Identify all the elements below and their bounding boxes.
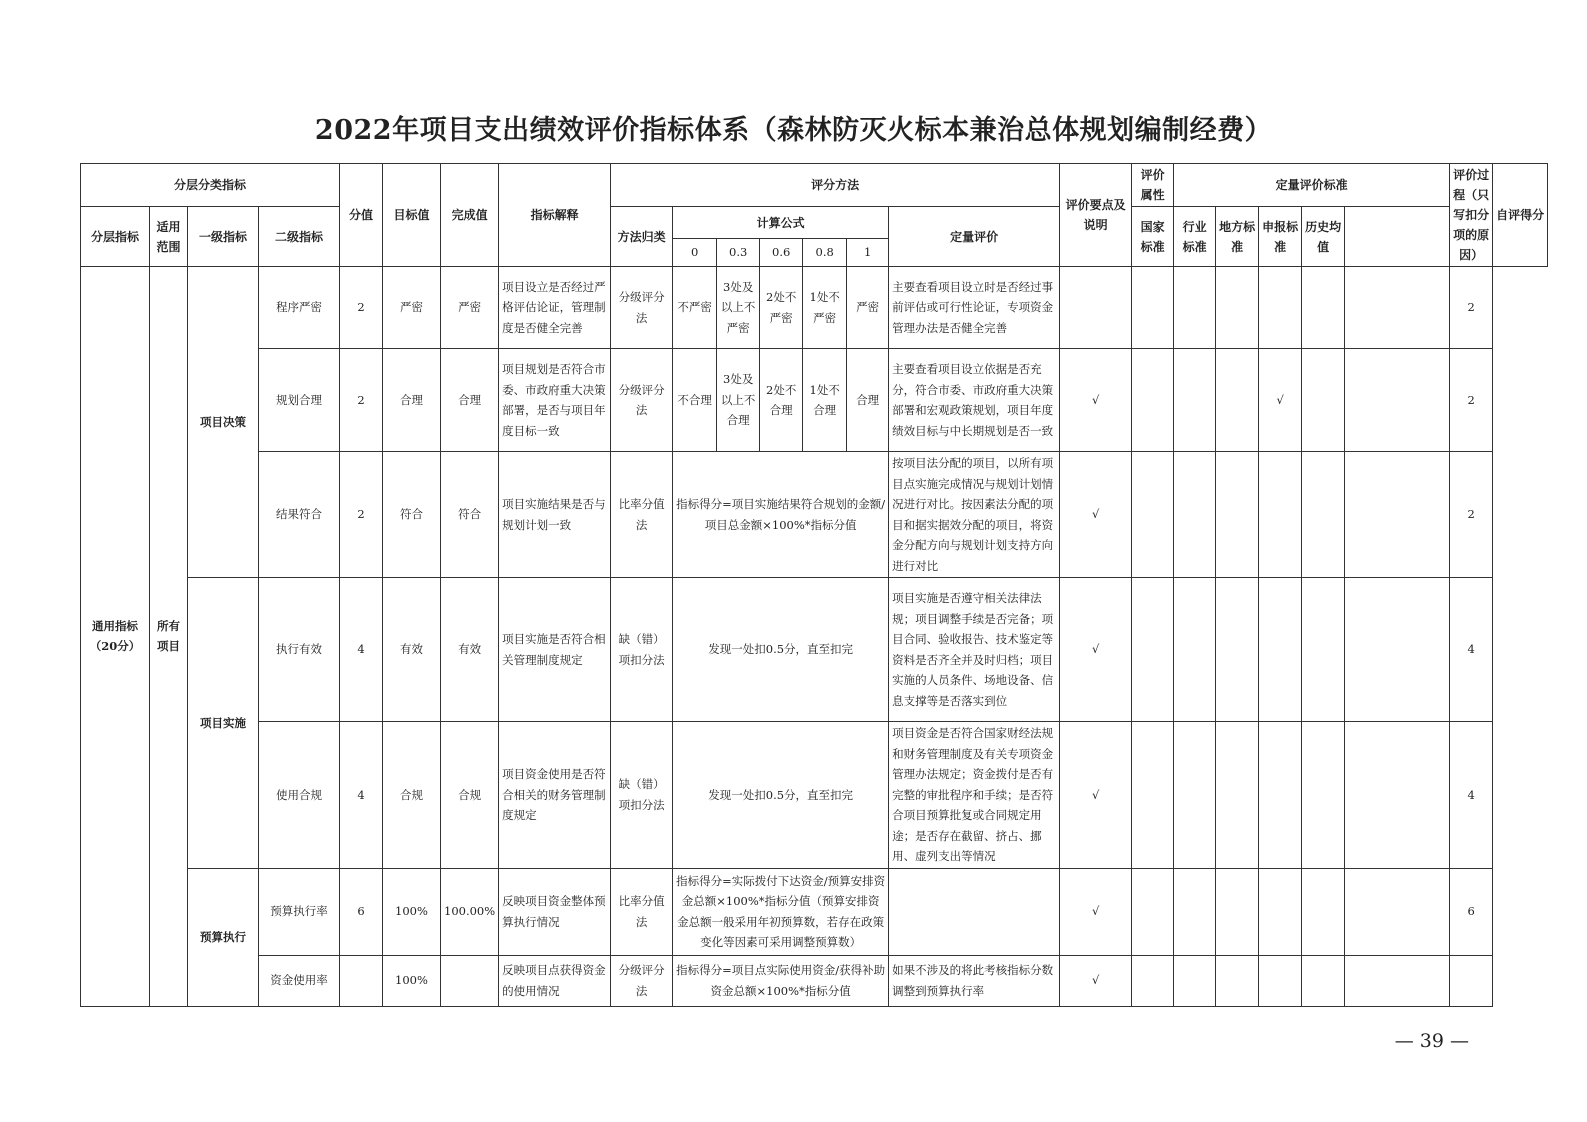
local-cell xyxy=(1216,722,1259,869)
history-cell xyxy=(1302,349,1345,452)
target-cell: 100% xyxy=(383,868,441,955)
process-cell xyxy=(1345,578,1450,722)
formula-08-cell: 1处不严密 xyxy=(803,267,847,349)
header-formula-0: 0 xyxy=(673,239,717,267)
actual-cell: 100.00% xyxy=(441,868,499,955)
quant-cell: √ xyxy=(1060,452,1132,578)
self-score-cell: 4 xyxy=(1450,578,1493,722)
process-cell xyxy=(1345,722,1450,869)
explain-cell: 项目设立是否经过严格评估论证，管理制度是否健全完善 xyxy=(499,267,611,349)
header-std-declared: 申报标准 xyxy=(1259,207,1302,267)
header-formula: 计算公式 xyxy=(673,207,889,239)
actual-cell: 合规 xyxy=(441,722,499,869)
actual-cell: 有效 xyxy=(441,578,499,722)
industry-cell xyxy=(1174,578,1216,722)
national-cell xyxy=(1132,267,1174,349)
actual-cell: 严密 xyxy=(441,267,499,349)
method-cell: 比率分值法 xyxy=(611,452,673,578)
local-cell xyxy=(1216,955,1259,1006)
formula-cell: 发现一处扣0.5分，直至扣完 xyxy=(673,722,889,869)
declared-cell xyxy=(1259,267,1302,349)
national-cell xyxy=(1132,452,1174,578)
formula-0-cell: 不严密 xyxy=(673,267,717,349)
self-score-cell: 2 xyxy=(1450,349,1493,452)
table-row xyxy=(81,452,1548,578)
history-cell xyxy=(1302,868,1345,955)
key-points-cell: 项目资金是否符合国家财经法规和财务管理制度及有关专项资金管理办法规定；资金拨付是否有完整的审批程序和手续；是否符合项目预算批复或合同规定用途；是否存在截留、挤占、挪用、虚列支出等情况 xyxy=(889,722,1060,869)
declared-cell xyxy=(1259,955,1302,1006)
quant-cell xyxy=(1060,267,1132,349)
header-formula-03: 0.3 xyxy=(717,239,760,267)
header-actual: 完成值 xyxy=(441,164,499,267)
process-cell xyxy=(1345,868,1450,955)
process-cell xyxy=(1345,955,1450,1006)
history-cell xyxy=(1302,955,1345,1006)
quant-cell: √ xyxy=(1060,578,1132,722)
explain-cell: 项目资金使用是否符合相关的财务管理制度规定 xyxy=(499,722,611,869)
formula-cell: 指标得分=实际拨付下达资金/预算安排资金总额×100%*指标分值（预算安排资金总额一般采用年初预算数，若存在政策变化等因素可采用调整预算数） xyxy=(673,868,889,955)
table-row xyxy=(81,578,1548,722)
method-cell: 缺（错）项扣分法 xyxy=(611,578,673,722)
local-cell xyxy=(1216,267,1259,349)
key-points-cell: 项目实施是否遵守相关法律法规；项目调整手续是否完备；项目合同、验收报告、技术鉴定等资料是否齐全并及时归档；项目实施的人员条件、场地设备、信息支撑等是否落实到位 xyxy=(889,578,1060,722)
header-layer: 分层指标 xyxy=(81,207,150,267)
formula-06-cell: 2处不严密 xyxy=(760,267,803,349)
level2-cell: 资金使用率 xyxy=(259,955,340,1006)
quant-cell: √ xyxy=(1060,955,1132,1006)
explain-cell: 项目实施结果是否与规划计划一致 xyxy=(499,452,611,578)
score-cell: 2 xyxy=(340,452,383,578)
target-cell: 符合 xyxy=(383,452,441,578)
method-cell: 比率分值法 xyxy=(611,868,673,955)
header-attr-quant: 定量评价 xyxy=(889,207,1060,267)
score-cell: 2 xyxy=(340,349,383,452)
method-cell: 缺（错）项扣分法 xyxy=(611,722,673,869)
national-cell xyxy=(1132,578,1174,722)
declared-cell xyxy=(1259,722,1302,869)
scope-cell: 所有项目 xyxy=(150,267,188,1007)
level2-cell: 程序严密 xyxy=(259,267,340,349)
explain-cell: 项目规划是否符合市委、市政府重大决策部署，是否与项目年度目标一致 xyxy=(499,349,611,452)
actual-cell: 合理 xyxy=(441,349,499,452)
header-self-score: 自评得分 xyxy=(1493,164,1548,267)
header-formula-06: 0.6 xyxy=(760,239,803,267)
table-row xyxy=(81,349,1548,452)
history-cell xyxy=(1302,267,1345,349)
method-cell: 分级评分法 xyxy=(611,349,673,452)
level2-cell: 预算执行率 xyxy=(259,868,340,955)
header-process: 评价过程（只写扣分项的原因） xyxy=(1450,164,1493,267)
process-cell xyxy=(1345,349,1450,452)
declared-cell: √ xyxy=(1259,349,1302,452)
evaluation-table xyxy=(80,163,1548,1007)
header-std-national: 国家标准 xyxy=(1132,207,1174,267)
industry-cell xyxy=(1174,722,1216,869)
target-cell: 合规 xyxy=(383,722,441,869)
target-cell: 合理 xyxy=(383,349,441,452)
local-cell xyxy=(1216,868,1259,955)
history-cell xyxy=(1302,578,1345,722)
explain-cell: 反映项目资金整体预算执行情况 xyxy=(499,868,611,955)
formula-cell: 指标得分=项目实施结果符合规划的金额/项目总金额×100%*指标分值 xyxy=(673,452,889,578)
header-formula-08: 0.8 xyxy=(803,239,847,267)
actual-cell: 符合 xyxy=(441,452,499,578)
national-cell xyxy=(1132,868,1174,955)
history-cell xyxy=(1302,452,1345,578)
formula-03-cell: 3处及以上不严密 xyxy=(717,267,760,349)
self-score-cell: 2 xyxy=(1450,267,1493,349)
header-row-2 xyxy=(81,207,1548,239)
table-row xyxy=(81,868,1548,955)
self-score-cell: 6 xyxy=(1450,868,1493,955)
level2-cell: 规划合理 xyxy=(259,349,340,452)
header-method-group: 评分方法 xyxy=(611,164,1060,207)
header-std-group: 定量评价标准 xyxy=(1174,164,1450,207)
score-cell: 6 xyxy=(340,868,383,955)
process-cell xyxy=(1345,267,1450,349)
self-score-cell: 2 xyxy=(1450,452,1493,578)
national-cell xyxy=(1132,955,1174,1006)
formula-03-cell: 3处及以上不合理 xyxy=(717,349,760,452)
self-score-cell xyxy=(1450,955,1493,1006)
national-cell xyxy=(1132,722,1174,869)
formula-06-cell: 2处不合理 xyxy=(760,349,803,452)
level1-implement: 项目实施 xyxy=(188,578,259,869)
quant-cell: √ xyxy=(1060,349,1132,452)
method-cell: 分级评分法 xyxy=(611,267,673,349)
level2-cell: 结果符合 xyxy=(259,452,340,578)
target-cell: 100% xyxy=(383,955,441,1006)
level2-cell: 执行有效 xyxy=(259,578,340,722)
level1-decision: 项目决策 xyxy=(188,267,259,578)
formula-08-cell: 1处不合理 xyxy=(803,349,847,452)
declared-cell xyxy=(1259,578,1302,722)
score-cell xyxy=(340,955,383,1006)
explain-cell: 反映项目点获得资金的使用情况 xyxy=(499,955,611,1006)
header-scope: 适用范围 xyxy=(150,207,188,267)
key-points-cell: 按项目法分配的项目，以所有项目点实施完成情况与规划计划情况进行对比。按因素法分配的项目和据实据效分配的项目，将资金分配方向与规划计划支持方向进行对比 xyxy=(889,452,1060,578)
self-score-cell: 4 xyxy=(1450,722,1493,869)
process-cell xyxy=(1345,452,1450,578)
formula-1-cell: 严密 xyxy=(847,267,889,349)
layer-cell: 通用指标（20分） xyxy=(81,267,150,1007)
header-std-industry: 行业标准 xyxy=(1174,207,1216,267)
header-formula-1: 1 xyxy=(847,239,889,267)
local-cell xyxy=(1216,349,1259,452)
key-points-cell: 如果不涉及的将此考核指标分数调整到预算执行率 xyxy=(889,955,1060,1006)
header-row-1 xyxy=(81,164,1548,207)
key-points-cell: 主要查看项目设立依据是否充分，符合市委、市政府重大决策部署和宏观政策规划，项目年度绩效目标与中长期规划是否一致 xyxy=(889,349,1060,452)
quant-cell: √ xyxy=(1060,722,1132,869)
level1-budget: 预算执行 xyxy=(188,868,259,1006)
history-cell xyxy=(1302,722,1345,869)
actual-cell xyxy=(441,955,499,1006)
header-method-type: 方法归类 xyxy=(611,207,673,267)
header-level2: 二级指标 xyxy=(259,207,340,267)
industry-cell xyxy=(1174,267,1216,349)
formula-cell: 发现一处扣0.5分，直至扣完 xyxy=(673,578,889,722)
table-row xyxy=(81,955,1548,1006)
explain-cell: 项目实施是否符合相关管理制度规定 xyxy=(499,578,611,722)
page-number: — 39 — xyxy=(1394,1030,1469,1052)
quant-cell: √ xyxy=(1060,868,1132,955)
header-std-local: 地方标准 xyxy=(1216,207,1259,267)
table-row xyxy=(81,722,1548,869)
score-cell: 4 xyxy=(340,722,383,869)
score-cell: 4 xyxy=(340,578,383,722)
local-cell xyxy=(1216,578,1259,722)
industry-cell xyxy=(1174,452,1216,578)
target-cell: 严密 xyxy=(383,267,441,349)
score-cell: 2 xyxy=(340,267,383,349)
industry-cell xyxy=(1174,955,1216,1006)
header-std-history: 历史均值 xyxy=(1302,207,1345,267)
declared-cell xyxy=(1259,868,1302,955)
page-title: 2022年项目支出绩效评价指标体系（森林防灭火标本兼治总体规划编制经费） xyxy=(314,115,1273,146)
method-cell: 分级评分法 xyxy=(611,955,673,1006)
national-cell xyxy=(1132,349,1174,452)
header-group-indicators: 分层分类指标 xyxy=(81,164,340,207)
formula-1-cell: 合理 xyxy=(847,349,889,452)
target-cell: 有效 xyxy=(383,578,441,722)
formula-cell: 指标得分=项目点实际使用资金/获得补助资金总额×100%*指标分值 xyxy=(673,955,889,1006)
key-points-cell: 主要查看项目设立时是否经过事前评估或可行性论证，专项资金管理办法是否健全完善 xyxy=(889,267,1060,349)
header-level1: 一级指标 xyxy=(188,207,259,267)
table-row xyxy=(81,267,1548,349)
key-points-cell xyxy=(889,868,1060,955)
header-explain: 指标解释 xyxy=(499,164,611,267)
industry-cell xyxy=(1174,349,1216,452)
header-attr-group: 评价属性 xyxy=(1132,164,1174,207)
header-target: 目标值 xyxy=(383,164,441,267)
industry-cell xyxy=(1174,868,1216,955)
header-score: 分值 xyxy=(340,164,383,267)
level2-cell: 使用合规 xyxy=(259,722,340,869)
header-key-points: 评价要点及说明 xyxy=(1060,164,1132,267)
local-cell xyxy=(1216,452,1259,578)
declared-cell xyxy=(1259,452,1302,578)
formula-0-cell: 不合理 xyxy=(673,349,717,452)
